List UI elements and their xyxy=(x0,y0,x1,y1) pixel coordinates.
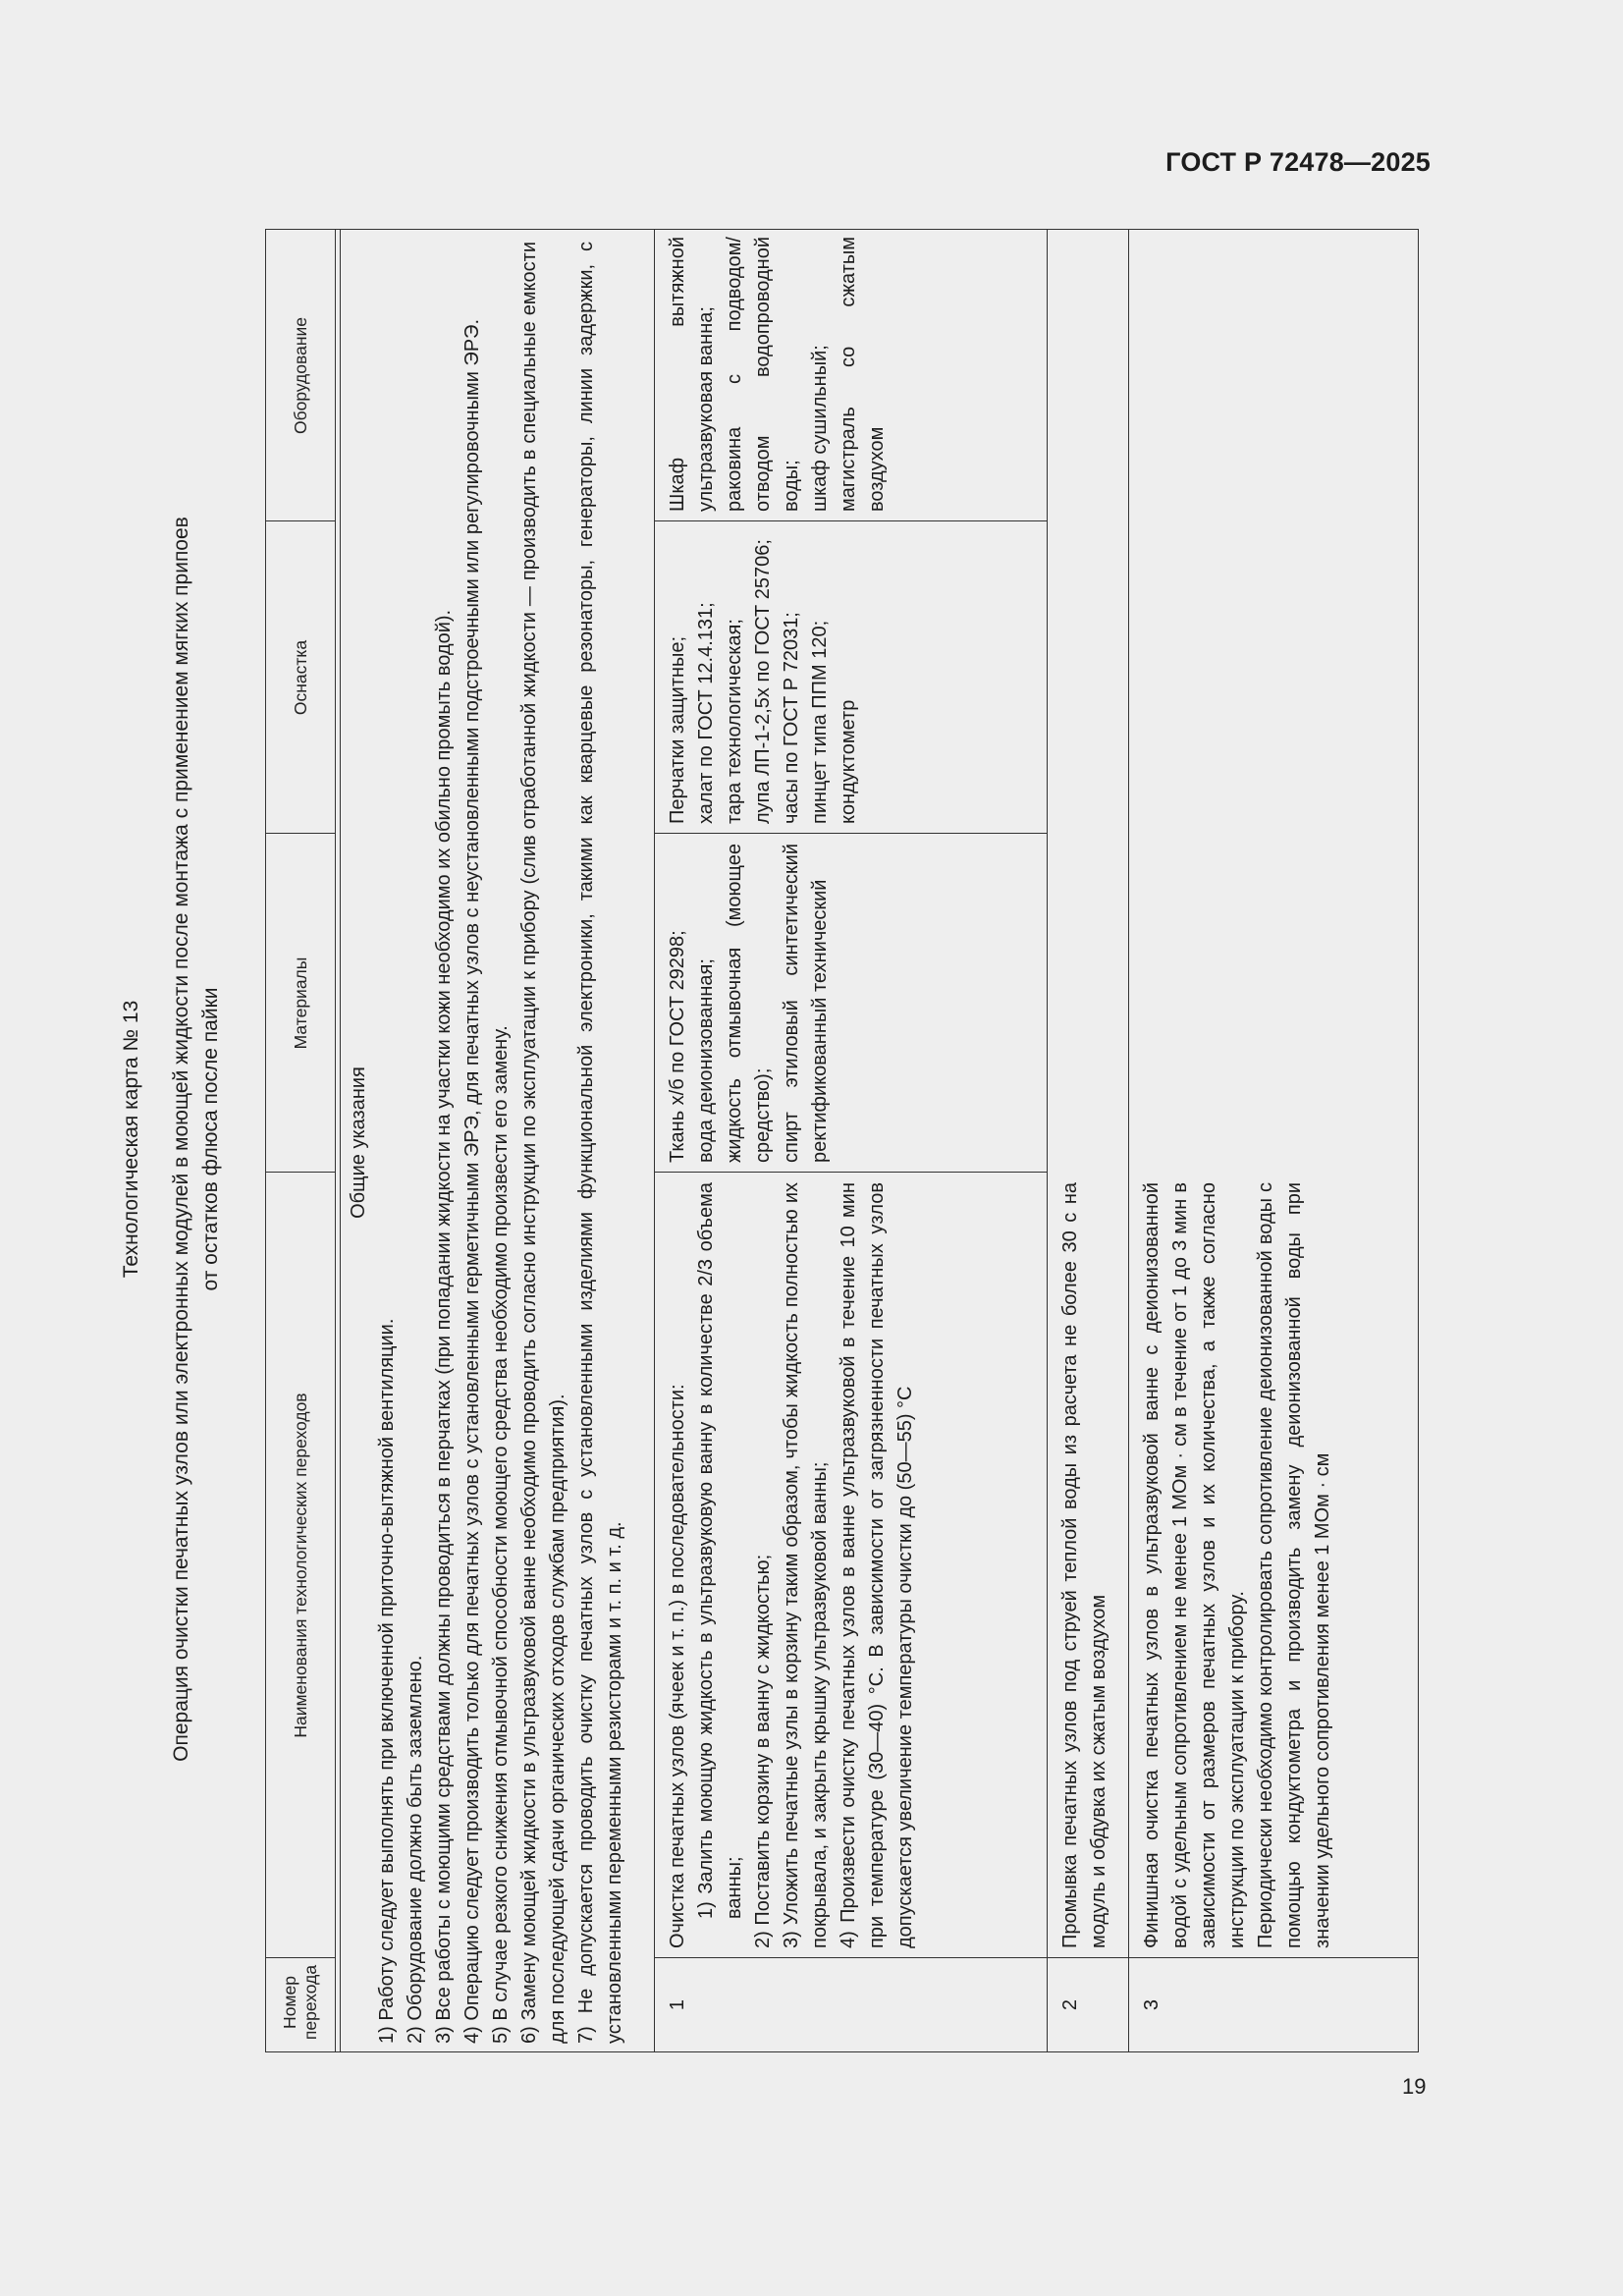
general-item: 1) Работу следует выполнять при включенной приточно-вытяжной вентиляции. xyxy=(376,1318,398,2044)
col-header-tooling: Оснастка xyxy=(290,639,310,716)
step-number: 1 xyxy=(667,1998,688,2011)
step-number: 2 xyxy=(1059,1998,1081,2011)
header-divider xyxy=(335,230,336,2051)
step-text: 2) Поставить корзину в ванну с жидкостью; xyxy=(752,1554,774,1948)
col-divider-4-body xyxy=(654,520,1047,521)
equipment-item: раковина с подводом/отводом водопроводной воды; xyxy=(724,237,802,512)
col-header-materials: Материалы xyxy=(290,957,310,1050)
col-divider-3-body xyxy=(654,833,1047,834)
page-number: 19 xyxy=(1402,2074,1427,2099)
tooling-item: пинцет типа ППМ 120; xyxy=(809,620,831,824)
col-divider-1-body xyxy=(654,1957,1418,1958)
step-text: 3) Уложить печатные узлы в корзину таким образом, чтобы жидкость полностью их покрывала, и закрыть крышку ультразвуковой ванны; xyxy=(781,1182,831,1948)
equipment-item: шкаф сушильный; xyxy=(809,345,831,512)
step-text: Финишная очистка печатных узлов в ультразвуковой ванне с деионизованной водой с удельным сопротивлением не менее 1 МОм · см в течение от 1 до 3 мин в зависимости от размеров печатных узлов и их количества, а также согласно инструкции по эксплуатации к прибору. xyxy=(1141,1182,1248,1948)
material-item: жидкость отмывочная (моющее средство); xyxy=(724,844,774,1163)
tooling-item: тара технологическая; xyxy=(724,619,745,824)
general-item: 7) Не допускается проводить очистку печатных узлов с установленными изделиями функциональной электроники, такими как кварцевые резонаторы, генераторы, линии задержки, с установленными переменными резисторами и т. п. и т. д. xyxy=(575,242,625,2044)
tooling-item: кондуктометр xyxy=(838,699,859,824)
step-text: 4) Произвести очистку печатных узлов в ванне ультразвуковой в течение 10 мин при температуре (30—40) °С. В зависимости от загрязненности печатных узлов допускается увеличение температуры очистки до (50—55) °С xyxy=(838,1182,916,1948)
equipment-item: Шкаф вытяжной ультразвуковая ванна; xyxy=(667,237,717,512)
step-text: 1) Залить моющую жидкость в ультразвуковую ванну в количестве 2/3 объема ванны; xyxy=(695,1182,745,1919)
step-text: Промывка печатных узлов под струей теплой воды из расчета не более 30 с на модуль и обдувка их сжатым воздухом xyxy=(1059,1182,1109,1948)
tooling-cell xyxy=(664,529,863,824)
general-item: 3) Все работы с моющими средствами должны проводиться в перчатках (при попадании жидкости на участки кожи необходимо их обильно промыть водой). xyxy=(433,609,455,2044)
col-divider-2-body xyxy=(654,1172,1047,1173)
row-divider-2 xyxy=(1128,230,1129,2051)
rotated-page-content xyxy=(98,98,1424,2062)
tooling-item: часы по ГОСТ Р 72031; xyxy=(781,612,802,824)
equipment-item: магистраль со сжатым воздухом xyxy=(838,237,888,512)
tooling-item: лупа ЛП-1-2,5х по ГОСТ 25706; xyxy=(752,539,774,824)
equipment-cell xyxy=(664,237,892,512)
step-text: Очистка печатных узлов (ячеек и т. п.) в последовательности: xyxy=(667,1384,688,1948)
operation-title xyxy=(167,216,226,2062)
step-description xyxy=(1056,1182,1113,1948)
material-item: вода деионизованная; xyxy=(695,958,717,1163)
col-header-equipment: Оборудование xyxy=(290,316,310,435)
row-divider-1 xyxy=(1047,230,1048,2051)
general-item: 6) Замену моющей жидкости в ультразвуковой ванне необходимо проводить согласно инструкции по эксплуатации к прибору (слив отработанной жидкости — производить в специальные емкости для последующей сдачи органических отходов службам предприятия). xyxy=(518,242,568,2044)
header-divider-inner xyxy=(340,230,341,2051)
material-item: Ткань х/б по ГОСТ 29298; xyxy=(667,930,688,1163)
general-divider xyxy=(654,230,655,2051)
general-instructions xyxy=(345,242,629,2044)
card-title: Технологическая карта № 13 xyxy=(120,1000,142,1279)
standard-code: ГОСТ Р 72478—2025 xyxy=(1165,147,1431,177)
col-header-number: Номер перехода xyxy=(280,1964,320,2041)
general-instructions-title: Общие указания xyxy=(348,1066,369,1219)
general-item: 5) В случае резкого снижения отмывочной способности моющего средства необходимо произвести его замену. xyxy=(490,1025,512,2044)
col-header-steps: Наименования технологических переходов xyxy=(290,1393,310,1738)
material-item: спирт этиловый синтетический ректификованный технический xyxy=(781,844,831,1163)
general-item: 2) Оборудование должно быть заземлено. xyxy=(405,1655,426,2044)
step-description xyxy=(664,1182,920,1948)
tooling-item: халат по ГОСТ 12.4.131; xyxy=(695,602,717,824)
tooling-item: Перчатки защитные; xyxy=(667,635,688,824)
materials-cell xyxy=(664,844,835,1163)
step-text: Периодически необходимо контролировать сопротивление деионизованной воды с помощью кондуктометра и производить замену деионизованной воды при значении удельного сопротивления менее 1 МОм · см xyxy=(1255,1182,1333,1948)
step-number: 3 xyxy=(1141,1998,1163,2011)
process-table xyxy=(265,229,1419,2052)
operation-title-line1: Операция очистки печатных узлов или электронных модулей в моющей жидкости после монтажа с применением мягких припоев xyxy=(170,517,192,1762)
step-description xyxy=(1138,1182,1337,1948)
general-item: 4) Операцию следует производить только для печатных узлов с установленными герметичными ЭРЭ, для печатных узлов с неустановленными подстроечными или регулировочными ЭРЭ. xyxy=(461,318,483,2044)
operation-title-line2: от остатков флюса после пайки xyxy=(199,987,222,1291)
